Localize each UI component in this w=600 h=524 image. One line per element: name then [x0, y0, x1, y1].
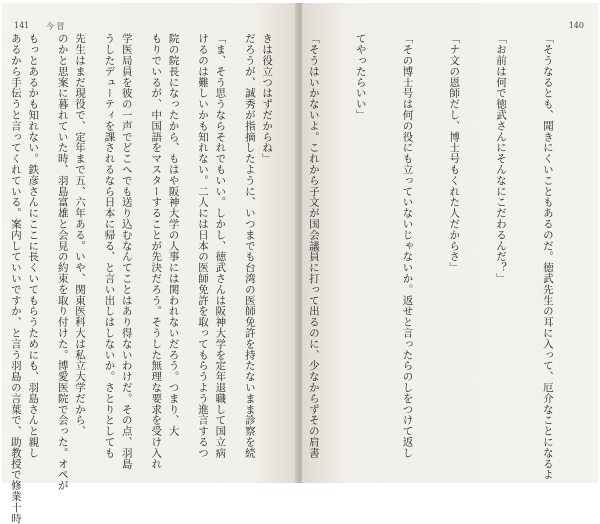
text-line: 先生はまだ現役で、定年まで五、六年ある。いや、関東医科大は私立大学だから、	[74, 33, 86, 437]
text-line: 「お前は何で徳武さんにそんなにこだわるんだ？」	[495, 33, 508, 284]
open-book	[2, 3, 598, 524]
page-number-right: 140	[568, 21, 584, 30]
running-title: 今 冒	[46, 22, 65, 31]
text-line: 「そうはいかないよ。これから子文が国会議員に打って出るのに、少なからずその肩書	[307, 33, 320, 459]
text-line: 院の院長になったから、もはや阪神大学の人事には関われないだろう。つまり、大	[167, 33, 180, 437]
page-number-left: 141	[14, 21, 30, 30]
text-line: あるから手伝うと言ってくれている。案内していいですか、と言う羽島の言葉で、助教授で修業十時	[9, 33, 22, 524]
text-line: うしたデューティを課されるなら日本に帰る、と言い出しはしないか。さとりとしても	[103, 33, 116, 459]
text-line: のかと思案に暮れていた時、羽島富雄と会見の約束を取り付けた。博愛医院で会った。オペが	[56, 33, 69, 491]
text-line: てやったらいい」	[354, 33, 367, 121]
text-line: だろうが、誠秀が指摘したように、いつまでも台湾の医師免許を持たないまま診察を続	[243, 33, 256, 459]
text-line: 「その博士号は何の役にも立っていないじゃないか。返せと言ったらのしをつけて返し	[401, 33, 414, 459]
text-line: もりでいるが、中国語をマスターすることが先決だろう。そうした無理な要求を受け入れ	[150, 33, 163, 469]
text-line: もっとあるかも知れない。鉄彦さんにここに長くいてもらうためにも、羽島さんと親し	[27, 33, 40, 459]
text-line: けるのは難しいかも知れない。二人には日本の医師免許を取ってもらうよう進言するつ	[197, 33, 210, 459]
text-line: 「ま、そう思うならそれでもいい。しかし、徳武さんは阪神大学を定年退職して国立病	[214, 33, 227, 459]
text-line: 学医局員を彼の一声でどこへでも送り込むなんてことはあり得ないわけだ。その点、羽島	[120, 33, 133, 469]
text-line: 「ナ文の恩師だし、博士号もくれた人だからさ」	[448, 33, 461, 273]
text-line: きは役立つはずだからね」	[261, 33, 274, 164]
text-line: 「そうなるとも、聞きにくいこともあるのだ。徳武先生の耳に入って、厄介なことになるよ	[541, 33, 554, 480]
